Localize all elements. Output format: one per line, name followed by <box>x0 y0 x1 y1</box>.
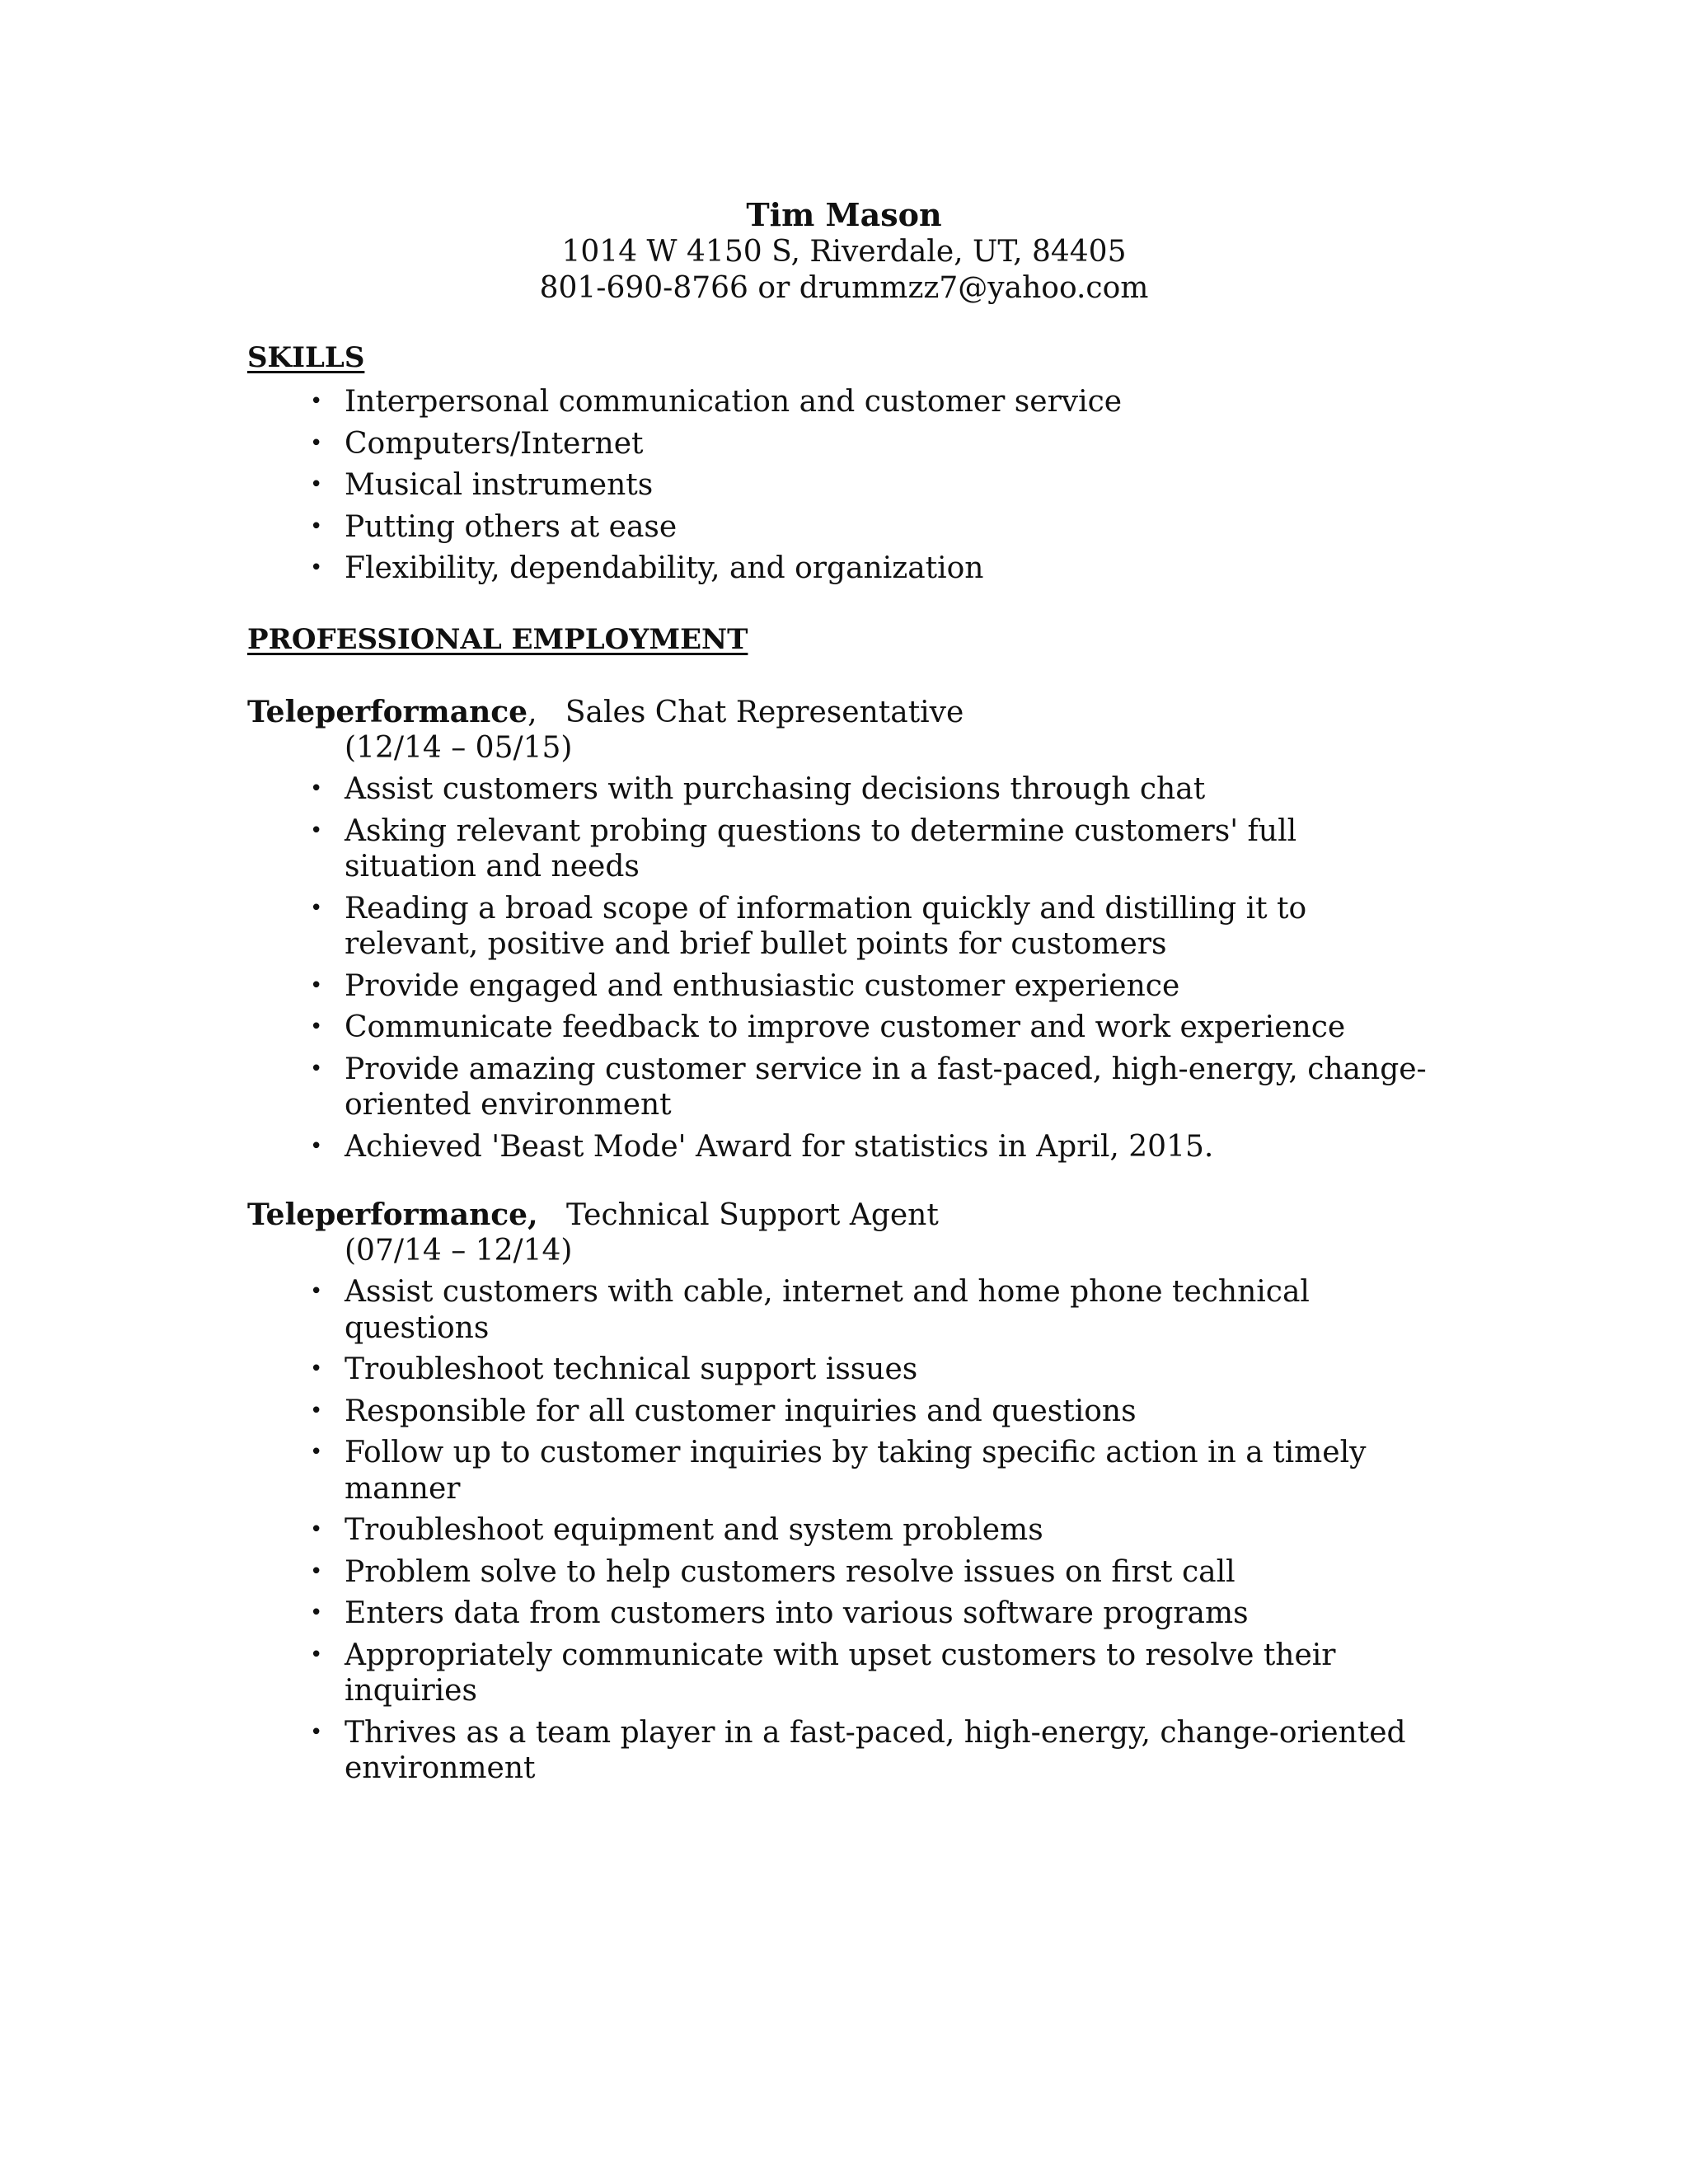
bullet-icon: • <box>310 1440 323 1465</box>
list-item <box>305 968 1434 1005</box>
bullet-icon: • <box>310 1719 323 1745</box>
job-duties-list <box>305 1274 1434 1793</box>
list-item <box>305 1715 1434 1787</box>
duty-text: Troubleshoot equipment and system problems <box>345 1513 1043 1547</box>
list-item <box>305 1010 1434 1046</box>
job-title-line <box>247 1197 939 1234</box>
list-item <box>305 1596 1434 1632</box>
job-dates: (12/14 – 05/15) <box>345 731 573 765</box>
bullet-icon: • <box>310 1133 323 1159</box>
list-item <box>305 1394 1434 1430</box>
job-title-line <box>247 694 964 731</box>
bullet-icon: • <box>310 1279 323 1304</box>
duty-text: Provide engaged and enthusiastic customer experience <box>345 968 1180 1003</box>
duty-text: Appropriately communicate with upset customers to resolve their inquiries <box>345 1638 1336 1708</box>
company-separator: , <box>528 696 537 729</box>
bullet-icon: • <box>310 1015 323 1039</box>
bullet-icon: • <box>310 1056 323 1081</box>
job-duties-list <box>305 771 1434 1170</box>
list-item <box>305 1435 1434 1507</box>
skills-heading: SKILLS <box>247 341 365 374</box>
list-item <box>305 1274 1434 1346</box>
contact-line: 801-690-8766 or drummzz7@yahoo.com <box>539 271 1149 305</box>
address-line: 1014 W 4150 S, Riverdale, UT, 84405 <box>561 235 1127 269</box>
company-name: Teleperformance, <box>247 1197 538 1232</box>
bullet-icon: • <box>310 972 323 998</box>
list-item <box>305 467 1434 504</box>
employment-heading: PROFESSIONAL EMPLOYMENT <box>247 623 748 656</box>
duty-text: Thrives as a team player in a fast-paced, high-energy, change-oriented environment <box>345 1715 1406 1785</box>
bullet-icon: • <box>310 818 323 843</box>
duty-text: Assist customers with purchasing decisions through chat <box>345 772 1206 806</box>
list-item <box>305 426 1434 462</box>
duty-text: Enters data from customers into various software programs <box>345 1596 1249 1630</box>
list-item <box>305 1352 1434 1388</box>
skill-text: Putting others at ease <box>345 509 678 544</box>
duty-text: Follow up to customer inquiries by taking specific action in a timely manner <box>345 1436 1367 1506</box>
list-item <box>305 551 1434 587</box>
job-title: Sales Chat Representative <box>565 696 964 729</box>
list-item <box>305 891 1434 963</box>
duty-text: Assist customers with cable, internet and home phone technical questions <box>345 1275 1310 1345</box>
bullet-icon: • <box>310 1398 323 1423</box>
bullet-icon: • <box>310 1357 323 1381</box>
duty-text: Reading a broad scope of information quickly and distilling it to relevant, positive and brief bullet points for customers <box>345 891 1307 961</box>
skill-text: Musical instruments <box>345 468 654 502</box>
bullet-icon: • <box>310 555 323 580</box>
list-item <box>305 1512 1434 1549</box>
resume-header <box>0 196 1688 307</box>
company-name: Teleperformance <box>247 695 528 729</box>
skill-text: Interpersonal communication and customer service <box>345 385 1123 419</box>
bullet-icon: • <box>310 472 323 497</box>
list-item <box>305 1129 1434 1165</box>
duty-text: Problem solve to help customers resolve issues on first call <box>345 1554 1236 1589</box>
bullet-icon: • <box>310 1642 323 1667</box>
list-item <box>305 813 1434 885</box>
bullet-icon: • <box>310 1601 323 1625</box>
bullet-icon: • <box>310 430 323 456</box>
list-item <box>305 384 1434 420</box>
bullet-icon: • <box>310 1517 323 1542</box>
bullet-icon: • <box>310 776 323 801</box>
list-item <box>305 1052 1434 1123</box>
bullet-icon: • <box>310 895 323 921</box>
duty-text: Achieved 'Beast Mode' Award for statistics in April, 2015. <box>345 1129 1214 1164</box>
duty-text: Responsible for all customer inquiries and questions <box>345 1394 1137 1428</box>
list-item <box>305 1638 1434 1709</box>
duty-text: Communicate feedback to improve customer and work experience <box>345 1010 1346 1044</box>
bullet-icon: • <box>310 1558 323 1584</box>
skill-text: Flexibility, dependability, and organization <box>345 551 984 585</box>
skill-text: Computers/Internet <box>345 426 644 461</box>
job-title: Technical Support Agent <box>565 1198 939 1232</box>
job-dates: (07/14 – 12/14) <box>345 1234 573 1268</box>
candidate-name: Tim Mason <box>746 196 942 233</box>
duty-text: Troubleshoot technical support issues <box>345 1352 918 1386</box>
list-item <box>305 509 1434 546</box>
list-item <box>305 1554 1434 1591</box>
duty-text: Asking relevant probing questions to determine customers' full situation and needs <box>345 813 1297 883</box>
duty-text: Provide amazing customer service in a fast-paced, high-energy, change-oriented environment <box>345 1052 1427 1122</box>
skills-list <box>305 384 1434 593</box>
bullet-icon: • <box>310 513 323 539</box>
list-item <box>305 771 1434 808</box>
bullet-icon: • <box>310 389 323 414</box>
